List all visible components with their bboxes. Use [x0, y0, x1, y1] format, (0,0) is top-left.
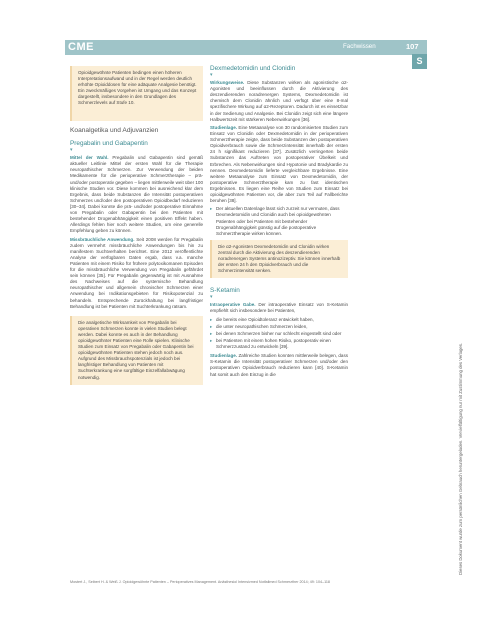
expand-arrow-icon: ▾ [210, 72, 213, 79]
keyword: Studienlage. [210, 124, 238, 130]
paragraph-mittel-der-wahl [70, 155, 203, 234]
left-column [70, 66, 203, 392]
list-item: ▸ bei denen Schmerzen bisher nur schlecht eingestellt sind oder [210, 331, 348, 337]
list-item: ▸ Der aktuellen Datenlage lässt sich zurzeit nur vermuten, dass Dexmedetomidin und Clonidin auch bei opioidgewöhnten Patienten oder bei Patienten mit bestehender Drogenabhängigkeit günstig auf die postoperative Schmerztherapie wirken können. [210, 206, 348, 236]
heading-dexmedetomidin: Dexmedetomidin und Clonidin [210, 65, 296, 72]
paragraph-missbrauch [70, 237, 203, 310]
expand-arrow-icon: ▾ [210, 294, 213, 301]
bullet-list-ketamin [210, 317, 348, 350]
keyword: Intraoperative Gabe. [210, 302, 256, 308]
paragraph-studienlage-ketamin [210, 353, 348, 377]
journal-tag: CME [68, 41, 94, 53]
right-column [210, 66, 348, 380]
paragraph-text: Zahlreiche Studien konnten mittlerweile belegen, dass S-Ketamin die Intensität postoperativer Schmerzen und/oder den postoperativen Opioidverbrauch reduzieren kann [40]. S-Ketamin hat somit auch den Einzug in die [210, 353, 348, 377]
paragraph-text: Der intraoperative Einsatz von S-Ketamin empfiehlt sich insbesondere bei Patienten, [210, 302, 348, 314]
paragraph-text: Eine Metaanalyse von 30 randomisierten Studien zum Einsatz von Clonidin oder Dexmedetomidin in der perioperativen Schmerztherapie zeigte, dass beide Substanzen den postoperativen Opioidverbrauch sowie die Schmerzintensität innerhalb der ersten 24 h signifikant reduzieren [37]. Zusätzlich verringerten beide Substanzen das Auftreten von postoperativer Übelkeit und Erbrechen. Als Nebenwirkungen sind Hypotonie und Bradykardie zu nennen. Dexmedetomidin lieferte vergleichbare Ergebnisse. Eine weitere Metaanalyse zum Einsatz von Dexmedetomidin, der postoperative Schmerztherapie kam zu fast identischen Ergebnissen. Es liegen eine Reihe von Studien zum Einsatz bei opioidgewöhnten Patienten vor, die aber zum Teil auf Fallberichte beruhen [38]. [210, 124, 348, 204]
header-rule [65, 54, 412, 55]
list-item: ▸ die bereits eine Opioidtoleranz entwickelt haben, [210, 317, 348, 323]
section-title: Koanalgetika und Adjuvanzien [70, 127, 159, 134]
list-item: ▸ die unter neuropathischen Schmerzen leiden, [210, 324, 348, 330]
page-number: 107 [406, 42, 419, 51]
bullet-list-dexmedetomidin [210, 206, 348, 236]
keyword: Wirkungsweise. [210, 80, 245, 86]
expand-arrow-icon: ▾ [70, 147, 73, 154]
paragraph-studienlage [210, 125, 348, 204]
info-box-opioid: Opioidgewöhnte Patienten bedingen einen höheren Interpretationsaufwand und in der Regel werden deutlich erhöhte Opioiddosen für eine adäquate Analgesie benötigt. Ein zweckmäßiges Vorgehen ist Umgang und das Konzept dargestellt, insbesondere in den Grundlagen des Schmerzlevels auf Stufe 10. [70, 66, 203, 121]
footer-citation: Mostert J., Seibert H. & Weiß J. Opioidgewöhnte Patienten – Perioperatives Management. Anästhesiol Intensivmed Notfallmed Schmerzther 2014; 49: 104–118 [70, 580, 330, 584]
side-note: Dieses Dokument wurde zum persönlichen Gebrauch heruntergeladen. Vervielfältigung nur mit Zustimmung des Verlages. [458, 342, 463, 575]
keyword: Mittel der Wahl. [70, 155, 109, 161]
section-name: Fachwissen [343, 43, 376, 50]
side-tab: S [412, 54, 427, 69]
paragraph-wirkungsweise [210, 80, 348, 123]
paragraph-text: Seit 2008 werden für Pregabalin zudem vermehrt missbräuchliche Anwendungen bis hin zu manifestem Suchtverhalten berichtet. Eine 2012 veröffentlichte Analyse der verfügbaren Daten ergab, dass v.a. manche Patienten mit einem Risiko für frühere polytoxikomanen Episoden für die missbräuchliche Verwendung von Pregabalin gefährdet sein können [35]. Für Pregabalin gegenwärtig ist mit Ausnahme des Nachweises auf die systemische Behandlung neuropathischer und allgemein chronischer Schmerzen einer Anwendung bei Indikationsgebieten für Risikopotenzial zu behandeln. Entsprechende Zurückhaltung bei langfristiger Behandlung ist bei Patienten mit Suchterkrankung ratsam. [70, 236, 203, 309]
info-box-pregabalin: Die analgetische Wirksamkeit von Pregabalin bei operativen Schmerzen konnte in vielen Studien belegt werden. Dabei konnte es auch in der Behandlung opioidgewöhnter Patienten eine Rolle spielen. Klinische Studien zum Einsatz von Pregabalin oder Gabapentin bei opioidgewöhnten Patienten stehen jedoch noch aus. Aufgrund des Missbrauchspotenzials ist jedoch bei langfristiger Behandlung von Patienten mit Suchterkrankung eine sorgfältige Einzelfallabwägung notwendig. [70, 316, 203, 385]
keyword: Missbräuchliche Anwendung. [70, 236, 135, 242]
heading-s-ketamin: S-Ketamin [210, 287, 240, 295]
keyword: Studienlage. [210, 353, 238, 359]
paragraph-text: Pregabalin und Gabapentin sind gemäß aktueller Leitlinie Mittel der ersten Wahl für die Therapie neuropathischer Schmerzen. Zur Verwendung der beiden Medikamente für die perioperative Schmerztherapie – prä- und/oder postoperativ gegeben – liegen mittlerweile weit über 100 klinische Studien vor. Diese kommen bei ausreichend klar dem Ergebnis, dass beide Substanzen die Intensität postoperativen Schmerzes und/oder den postoperativen Opioidbedarf reduzieren [30–34]. Dabei konnte die prä- und/oder postoperative Einnahme von Pregabalin oder Gabapentin bei den Patienten mit bestehender Drogenabhängigkeit einen positiven Effekt haben. Allerdings fehlen hier noch weitere Studien, um eine generelle Empfehlung geben zu können. [70, 155, 203, 234]
heading-pregabalin: Pregabalin und Gabapentin [70, 140, 148, 148]
list-item: ▸ bei Patienten mit einem hohen Risiko, postoperativ einen Schmerzzustand zu entwickeln [39]. [210, 338, 348, 350]
info-box-alpha2: Die α2-Agonisten Dexmedetomidin und Clonidin wirken zentral durch die Aktivierung des deszendierenden noradrenergen Systems antinozizeptiv. Sie können innerhalb der ersten 24 h den Opioidverbrauch und die Schmerzintensität senken. [210, 240, 348, 278]
paragraph-intraoperative-gabe [210, 302, 348, 314]
paragraph-text: Diese Substanzen wirken als agonistische α2-Agonisten und beeinflussen durch die Aktivierung des deszendierenden noradrenergen Systems, Dexmedetomidin ist chemisch dem Clonidin ähnlich und verfügt über eine 8-mal spezifischere Wirkung auf α2-Rezeptoren. Dadurch ist es einsetzbar in der Sedierung und Analgesie. Bei Clonidin zeigt sich eine längere Halbwertszeit mit stärkeren Nebenwirkungen [36]. [210, 80, 348, 122]
